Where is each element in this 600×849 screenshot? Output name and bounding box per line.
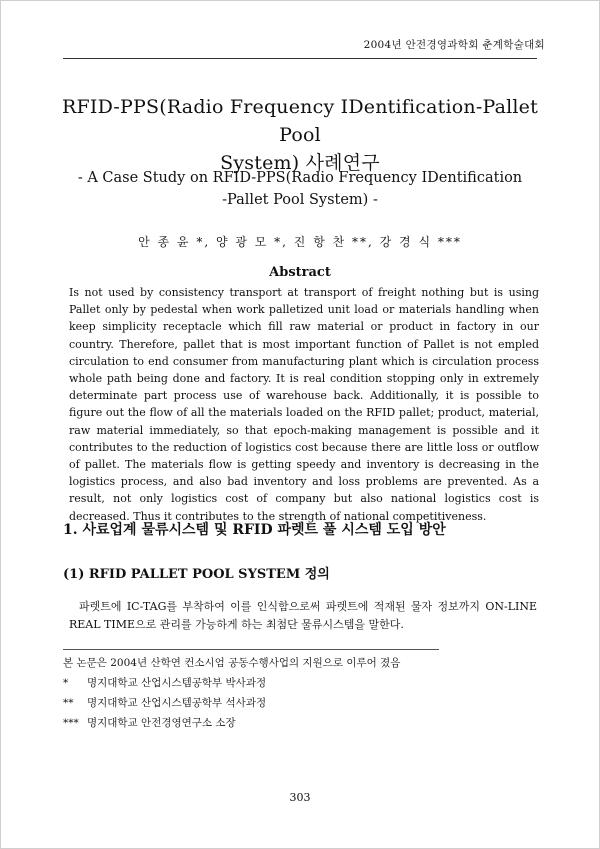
footnote-mark: *** [63, 717, 79, 729]
english-title-line1: - A Case Study on RFID-PPS(Radio Frequency IDentification [77, 170, 523, 186]
footnote-text: 명지대학교 안전경영연구소 소장 [87, 717, 236, 729]
korean-title-line2: System) 사례연구 [220, 152, 380, 174]
abstract-text: Is not used by consistency transport at transport of freight nothing but is using Pallet only by pedestal when work palletized unit load or materials handling when keep simplicity receptacle which fill raw material or product in factory in our country. Therefore, pallet that is most important function of Pallet is not empled circulation to end consumer from manufacturing plant which is circulation process whole path being done and factory. It is real condition stopping only in extremely determinate part process use of warehouse back. Additionally, it is possible to figure out the flow of all the materials loaded on the RFID pallet; product, material, raw material immediately, so that epoch-making management is possible and it contributes to the reduction of logistics cost because there are little loss or outflow of pallet. The materials flow is getting speedy and inventory is decreasing in the logistics process, and also bad inventory and loss problems are prevented. As a result, not only logistics cost of company but also national logistics cost is decreased. Thus it contributes to the strength of national competitiveness. [69, 286, 539, 523]
footnote-mark: * [63, 677, 69, 689]
english-title-line2: -Pallet Pool System) - [222, 192, 378, 208]
korean-title [61, 93, 539, 177]
author-list: 안 종 윤 *, 양 광 모 *, 진 항 찬 **, 강 경 식 *** [138, 235, 462, 249]
page-number: 303 [289, 791, 311, 804]
english-title [61, 167, 539, 211]
footnote-mark: ** [63, 697, 74, 709]
conference-header: 2004년 안전경영과학회 춘계학술대회 [363, 39, 545, 51]
abstract-heading: Abstract [269, 265, 331, 280]
footnote-item [63, 693, 400, 713]
subsection-1-1-heading: (1) RFID PALLET POOL SYSTEM 정의 [63, 567, 330, 582]
footnote-item [63, 713, 400, 733]
footnote-funding: 본 논문은 2004년 산학연 컨소시엄 공동수행사업의 지원으로 이루어 졌음 [63, 657, 401, 669]
footnotes [63, 653, 400, 733]
section-1-paragraph: 파렛트에 IC-TAG를 부착하여 이를 인식함으로써 파렛트에 적재된 물자 정보까지 ON-LINE REAL TIME으로 관리를 가능하게 하는 최첨단 물류시스템을 말한다. [69, 600, 537, 631]
footnote-item [63, 673, 400, 693]
footnote-text: 명지대학교 산업시스템공학부 박사과정 [87, 677, 267, 689]
footnote-text: 명지대학교 산업시스템공학부 석사과정 [87, 697, 267, 709]
korean-title-line1: RFID-PPS(Radio Frequency IDentification-Pallet Pool [62, 96, 538, 146]
footnote-divider [63, 649, 439, 650]
header-divider [63, 58, 537, 59]
section-1-heading: 1. 사료업계 물류시스템 및 RFID 파렛트 풀 시스템 도입 방안 [63, 522, 446, 538]
